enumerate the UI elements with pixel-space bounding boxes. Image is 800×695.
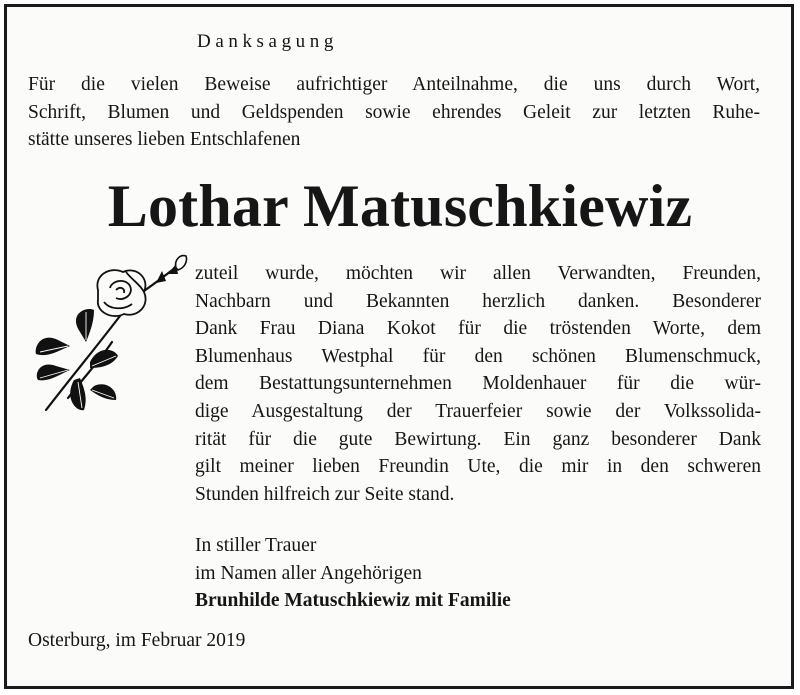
- intro-line: Schrift, Blumen und Geldspenden sowie ehrendes Geleit zur letzten Ruhe-: [28, 101, 760, 123]
- intro-line: Für die vielen Beweise aufrichtiger Anteilnahme, die uns durch Wort,: [28, 74, 760, 95]
- body-line: Blumenhaus Westphal für den schönen Blumenschmuck,: [195, 345, 761, 367]
- body-line: dige Ausgestaltung der Trauerfeier sowie der Volkssolida-: [195, 400, 761, 422]
- closing-line: im Namen aller Angehörigen: [195, 562, 422, 584]
- closing-block: [195, 532, 511, 615]
- signature: Brunhilde Matuschkiewiz mit Familie: [195, 590, 511, 612]
- body-line: Nachbarn und Bekannten herzlich danken. Besonderer: [195, 290, 761, 312]
- body-line: gilt meiner lieben Freundin Ute, die mir in den schweren: [195, 456, 761, 478]
- body-line: rität für die gute Bewirtung. Ein ganz besonderer Dank: [195, 428, 761, 450]
- body-text: [195, 260, 761, 508]
- closing-line: In stiller Trauer: [195, 535, 317, 556]
- body-line: Dank Frau Diana Kokot für die tröstenden Worte, dem: [195, 318, 761, 340]
- intro-text: [28, 71, 760, 154]
- body-line: Stunden hilfreich zur Seite stand.: [195, 483, 455, 505]
- place-date: Osterburg, im Februar 2019: [28, 630, 246, 651]
- heading: Danksagung: [197, 31, 338, 52]
- intro-line: stätte unseres lieben Entschlafenen: [28, 129, 301, 150]
- body-line: zuteil wurde, möchten wir allen Verwandten, Freunden,: [195, 263, 761, 284]
- body-line: dem Bestattungsunternehmen Moldenhauer für die wür-: [195, 373, 761, 395]
- deceased-name: Lothar Matuschkiewiz: [107, 173, 693, 239]
- rose-icon: [28, 250, 193, 440]
